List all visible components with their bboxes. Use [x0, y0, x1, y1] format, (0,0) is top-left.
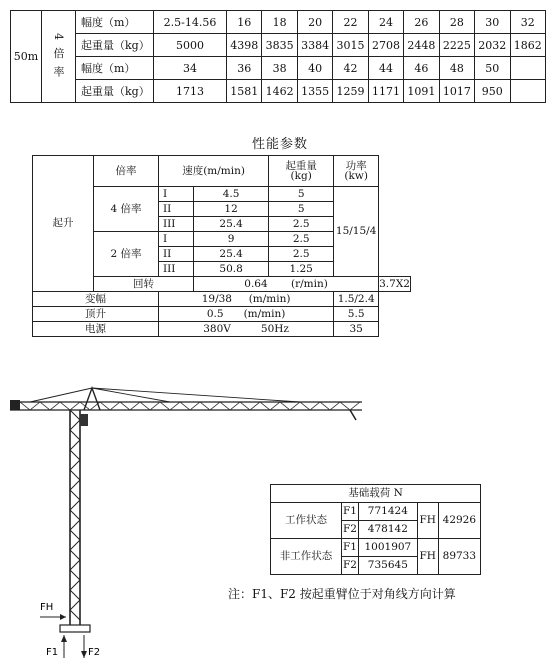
f2-value: 735645 [359, 557, 418, 575]
speed-header: 速度(m/min) [159, 156, 269, 187]
speed-cell: 4.5 [194, 187, 269, 202]
speed-cell: 12 [194, 202, 269, 217]
rate-header: 倍率 [94, 156, 159, 187]
hoist-label: 起升 [33, 156, 94, 292]
row-label: 起重量（kg） [76, 80, 154, 103]
param-value [159, 322, 334, 337]
operator-cab [80, 414, 88, 426]
table-cell: 1862 [510, 34, 546, 57]
f1-label: F1 [342, 539, 359, 557]
table-cell: 32 [510, 11, 546, 34]
fh-arrowhead [60, 614, 66, 620]
speed-cell: 9 [194, 232, 269, 247]
f1-label: F1 [342, 503, 359, 521]
table-cell: 1355 [297, 80, 332, 103]
param-unit: (r/min) [291, 277, 328, 290]
foundation-title: 基础载荷 N [271, 485, 481, 503]
table-cell: 28 [439, 11, 474, 34]
f1-value: 1001907 [359, 539, 418, 557]
param-value-number: 0.64 [244, 277, 268, 290]
load-header: 起重量 (kg) [269, 156, 334, 187]
speed-cell: 25.4 [194, 217, 269, 232]
load-cell: 2.5 [269, 247, 334, 262]
load-cell: 2.5 [269, 232, 334, 247]
param-power: 3.7X2 [379, 277, 410, 290]
table-cell [510, 80, 546, 103]
table-cell: 38 [262, 57, 297, 80]
rate-cell: 2 倍率 [94, 232, 159, 277]
table-cell: 2032 [475, 34, 510, 57]
fh-value: 42926 [438, 503, 480, 539]
load-cell: 5 [269, 202, 334, 217]
power-header: 功率(kw) [334, 156, 379, 187]
foundation-load-table [270, 484, 481, 575]
load-cell: 1.25 [269, 262, 334, 277]
table-cell: 20 [297, 11, 332, 34]
table-cell: 3015 [333, 34, 368, 57]
table-cell: 26 [404, 11, 439, 34]
table-cell: 3384 [297, 34, 332, 57]
table-cell: 34 [154, 57, 227, 80]
load-cell: 2.5 [269, 217, 334, 232]
row-label: 起重量（kg） [76, 34, 154, 57]
param-value [159, 307, 334, 322]
table-cell: 24 [368, 11, 403, 34]
f1-arrowhead [61, 635, 67, 642]
f1-label: F1 [46, 647, 59, 658]
load-cell: 5 [269, 187, 334, 202]
fh-value: 89733 [438, 539, 480, 575]
table-cell: 950 [475, 80, 510, 103]
param-value [159, 292, 334, 307]
param-power: 1.5/2.4 [334, 292, 379, 307]
boom-length-cell [11, 11, 42, 103]
param-unit: 50Hz [260, 322, 289, 335]
performance-table [32, 155, 411, 337]
boom-length: 50m [13, 50, 39, 63]
table-cell: 2225 [439, 34, 474, 57]
table-cell: 30 [475, 11, 510, 34]
table-cell: 2.5-14.56 [154, 11, 227, 34]
param-value-number: 0.5 [206, 307, 224, 320]
hoist-power: 15/15/4 [334, 187, 379, 277]
f2-label: F2 [342, 521, 359, 539]
param-value-number: 380V [203, 322, 231, 335]
table-cell: 2708 [368, 34, 403, 57]
table-cell: 42 [333, 57, 368, 80]
f2-label: F2 [88, 647, 101, 658]
param-unit: (m/min) [243, 307, 286, 320]
f2-value: 478142 [359, 521, 418, 539]
table-cell: 5000 [154, 34, 227, 57]
fh-label: FH [40, 602, 54, 613]
param-name: 回转 [94, 277, 194, 292]
table-cell: 1259 [333, 80, 368, 103]
gear-cell: II [159, 202, 194, 217]
param-value [194, 277, 379, 292]
rate-label: 4 倍 率 [52, 32, 65, 79]
table-cell: 2448 [404, 34, 439, 57]
table-cell: 3835 [262, 34, 297, 57]
param-name: 电源 [33, 322, 159, 337]
table-cell: 50 [475, 57, 510, 80]
table-cell: 1091 [404, 80, 439, 103]
working-label: 工作状态 [271, 503, 342, 539]
table-cell: 18 [262, 11, 297, 34]
performance-title: 性能参数 [251, 137, 308, 152]
rate-cell [42, 11, 76, 103]
tower-mast [70, 410, 80, 625]
table-cell [510, 57, 546, 80]
counterweight [10, 400, 20, 410]
param-name: 变幅 [33, 292, 159, 307]
fh-label: FH [417, 539, 438, 575]
gear-cell: III [159, 262, 194, 277]
param-power: 35 [334, 322, 379, 337]
jib [10, 388, 362, 420]
table-cell: 16 [227, 11, 262, 34]
table-cell: 1713 [154, 80, 227, 103]
table-cell: 44 [368, 57, 403, 80]
speed-cell: 50.8 [194, 262, 269, 277]
f2-label: F2 [342, 557, 359, 575]
foundation-base [60, 625, 90, 632]
speed-cell: 25.4 [194, 247, 269, 262]
gear-cell: II [159, 247, 194, 262]
gear-cell: III [159, 217, 194, 232]
table-cell: 36 [227, 57, 262, 80]
rate-cell: 4 倍率 [94, 187, 159, 232]
f1-value: 771424 [359, 503, 418, 521]
row-label: 幅度（m） [76, 11, 154, 34]
table-cell: 22 [333, 11, 368, 34]
row-label: 幅度（m） [76, 57, 154, 80]
gear-cell: I [159, 187, 194, 202]
fh-label: FH [417, 503, 438, 539]
table-cell: 48 [439, 57, 474, 80]
nonworking-label: 非工作状态 [271, 539, 342, 575]
param-name: 顶升 [33, 307, 159, 322]
table-cell: 1171 [368, 80, 403, 103]
table-cell: 40 [297, 57, 332, 80]
param-power: 5.5 [334, 307, 379, 322]
table-cell: 1462 [262, 80, 297, 103]
note-text: 注：F1、F2 按起重臂位于对角线方向计算 [228, 587, 456, 601]
param-unit: (m/min) [248, 292, 291, 305]
table-cell: 1581 [227, 80, 262, 103]
f2-arrowhead [81, 651, 87, 658]
load-chart-table [10, 10, 546, 103]
table-cell: 4398 [227, 34, 262, 57]
table-cell: 46 [404, 57, 439, 80]
table-cell: 1017 [439, 80, 474, 103]
gear-cell: I [159, 232, 194, 247]
param-value-number: 19/38 [201, 292, 232, 305]
